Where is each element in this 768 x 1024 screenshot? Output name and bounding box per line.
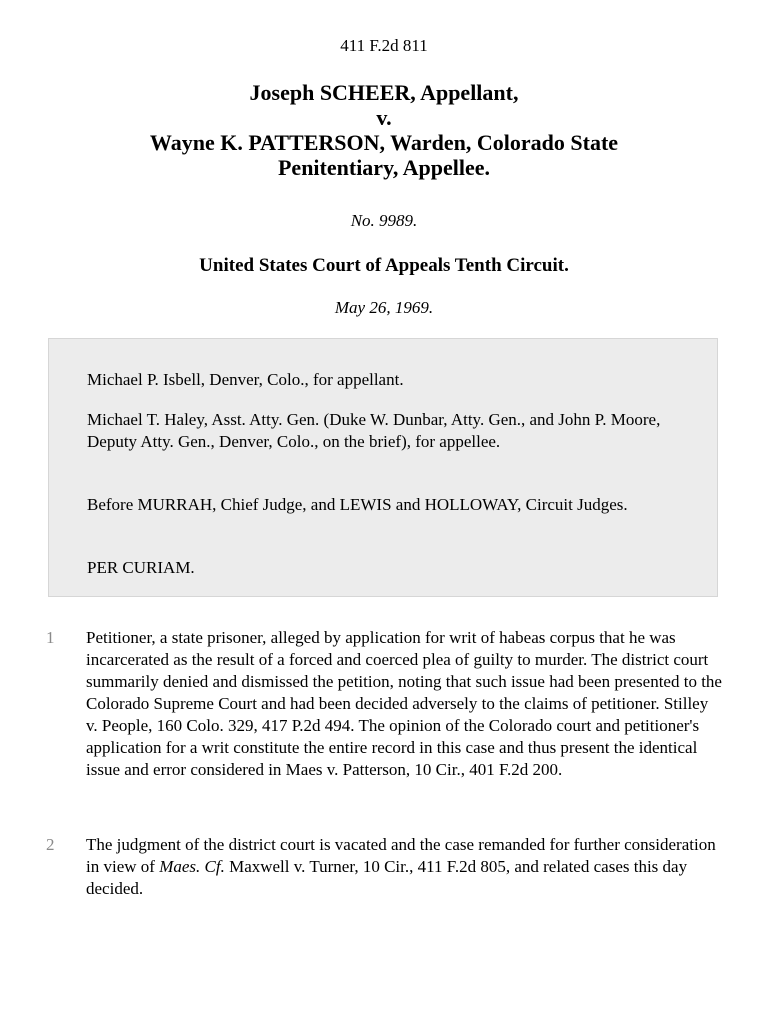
paragraph-text [86, 834, 724, 900]
versus: v. [376, 105, 392, 130]
appellee-name-line2: Penitentiary, Appellee. [277, 155, 491, 180]
counsel-header-box [48, 338, 718, 597]
counsel-appellant: Michael P. Isbell, Denver, Colo., for appellant. [87, 370, 404, 389]
paragraph-text-after: Maxwell v. Turner, 10 Cir., 411 F.2d 805, and related cases this day decided. [86, 857, 688, 898]
panel-judges: Before MURRAH, Chief Judge, and LEWIS and HOLLOWAY, Circuit Judges. [87, 495, 628, 514]
paragraph-text: Petitioner, a state prisoner, alleged by application for writ of habeas corpus that he was incarcerated as the result of a forced and coerced plea of guilty to murder. The district court summarily denied and dismissed the petition, noting that such issue had been presented to the Colorado Supreme Court and had been decided adversely to the claims of petitioner. Stilley v. People, 160 Colo. 329, 417 P.2d 494. The opinion of the Colorado court and petitioner's application for a writ constitute the entire record in this case and thus present the identical issue and error considered in Maes v. Patterson, 10 Cir., 401 F.2d 200. [86, 628, 722, 779]
paragraph-text-before: The judgment of the district court is vacated and the case remanded for further consideration in view of [86, 835, 716, 876]
appellee-name-line1: Wayne K. PATTERSON, Warden, Colorado State [149, 130, 619, 155]
docket-number: No. 9989. [350, 211, 418, 230]
paragraph-number: 2 [46, 835, 55, 854]
paragraph-number: 1 [46, 628, 55, 647]
citation: 411 F.2d 811 [340, 36, 428, 55]
per-curiam: PER CURIAM. [87, 558, 195, 577]
court-name: United States Court of Appeals Tenth Circuit. [199, 255, 569, 276]
counsel-appellee: Michael T. Haley, Asst. Atty. Gen. (Duke W. Dunbar, Atty. Gen., and John P. Moore, Deputy Atty. Gen., Denver, Colo., on the brief), for appellee. [87, 410, 661, 451]
decision-date: May 26, 1969. [334, 298, 434, 317]
case-reference-italic: Maes. Cf. [159, 857, 225, 876]
case-caption [60, 80, 708, 180]
appellant-name: Joseph SCHEER, Appellant, [249, 80, 519, 105]
